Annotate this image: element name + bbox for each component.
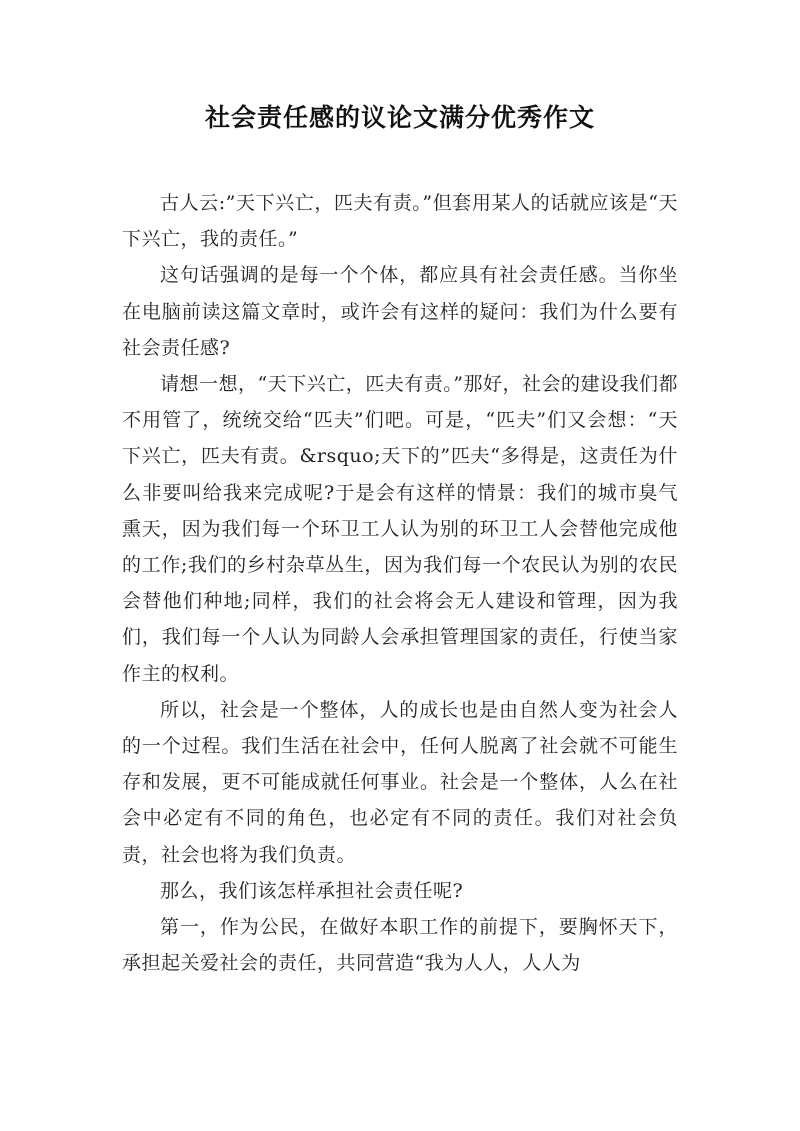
document-title: 社会责任感的议论文满分优秀作文 xyxy=(204,103,595,132)
paragraph-4: 所以，社会是一个整体，人的成长也是由自然人变为社会人的一个过程。我们生活在社会中，任何人脱离了社会就不可能生存和发展，更不可能成就任何事业。社会是一个整体，人么在社会中必定有不同的角色，也必定有不同的责任。我们对社会负责，社会也将为我们负责。 xyxy=(122,698,678,866)
paragraph-3: 请想一想，“天下兴亡，匹夫有责。”那好，社会的建设我们都不用管了，统统交给“匹夫”们吧。可是，“匹夫”们又会想：“天下兴亡，匹夫有责。&rsquo;天下的”匹夫“多得是，这责任为什么非要叫给我来完成呢?于是会有这样的情景：我们的城市臭气熏天，因为我们每一个环卫工人认为别的环卫工人会替他完成他的工作;我们的乡村杂草丛生，因为我们每一个农民认为别的农民会替他们种地;同样，我们的社会将会无人建设和管理，因为我们，我们每一个人认为同龄人会承担管理国家的责任，行使当家作主的权利。 xyxy=(122,373,678,685)
paragraph-2: 这句话强调的是每一个个体，都应具有社会责任感。当你坐在电脑前读这篇文章时，或许会有这样的疑问：我们为什么要有社会责任感? xyxy=(122,264,678,359)
document-body xyxy=(122,185,678,981)
paragraph-6: 第一，作为公民，在做好本职工作的前提下，要胸怀天下，承担起关爱社会的责任，共同营造“我为人人，人人为 xyxy=(122,916,678,975)
paragraph-1: 古人云:”天下兴亡，匹夫有责。”但套用某人的话就应该是“天下兴亡，我的责任。” xyxy=(122,192,678,251)
paragraph-5: 那么，我们该怎样承担社会责任呢? xyxy=(160,879,464,902)
